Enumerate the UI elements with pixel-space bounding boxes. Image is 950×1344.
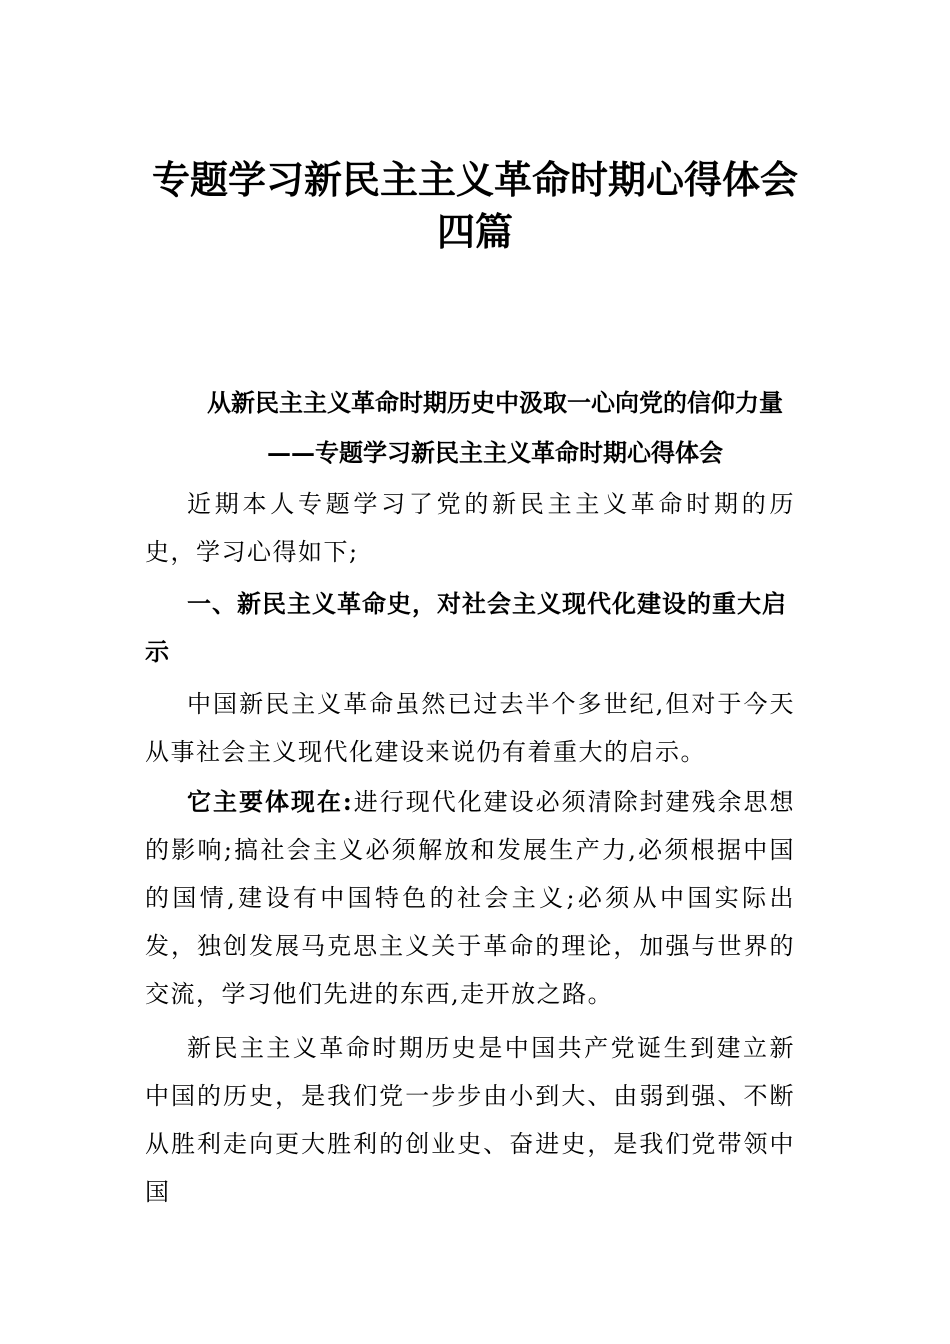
body-paragraph-2 <box>145 778 795 1018</box>
body-paragraph-3: 新民主主义革命时期历史是中国共产党诞生到建立新中国的历史，是我们党一步步由小到大、由弱到强、不断从胜利走向更大胜利的创业史、奋进史，是我们党带领中国 <box>145 1034 795 1206</box>
article-subtitle: ——专题学习新民主主义革命时期心得体会 <box>267 438 723 467</box>
body-paragraph-1: 中国新民主义革命虽然已过去半个多世纪,但对于今天从事社会主义现代化建设来说仍有着重大的启示。 <box>145 690 795 766</box>
paragraph-body: 进行现代化建设必须清除封建残余思想的影响;搞社会主义必须解放和发展生产力,必须根据中国的国情,建设有中国特色的社会主义;必须从中国实际出发，独创发展马克思主义关于革命的理论，加强与世界的交流，学习他们先进的东西,走开放之路。 <box>145 788 795 1008</box>
section-heading: 一、新民主义革命史，对社会主义现代化建设的重大启示 <box>145 589 787 666</box>
article-title: 从新民主主义革命时期历史中汲取一心向党的信仰力量 <box>207 388 783 417</box>
paragraph-lead: 它主要体现在: <box>187 787 354 816</box>
intro-paragraph: 近期本人专题学习了党的新民主主义革命时期的历史，学习心得如下; <box>145 490 795 566</box>
document-title: 专题学习新民主主义革命时期心得体会四篇 <box>151 157 798 254</box>
